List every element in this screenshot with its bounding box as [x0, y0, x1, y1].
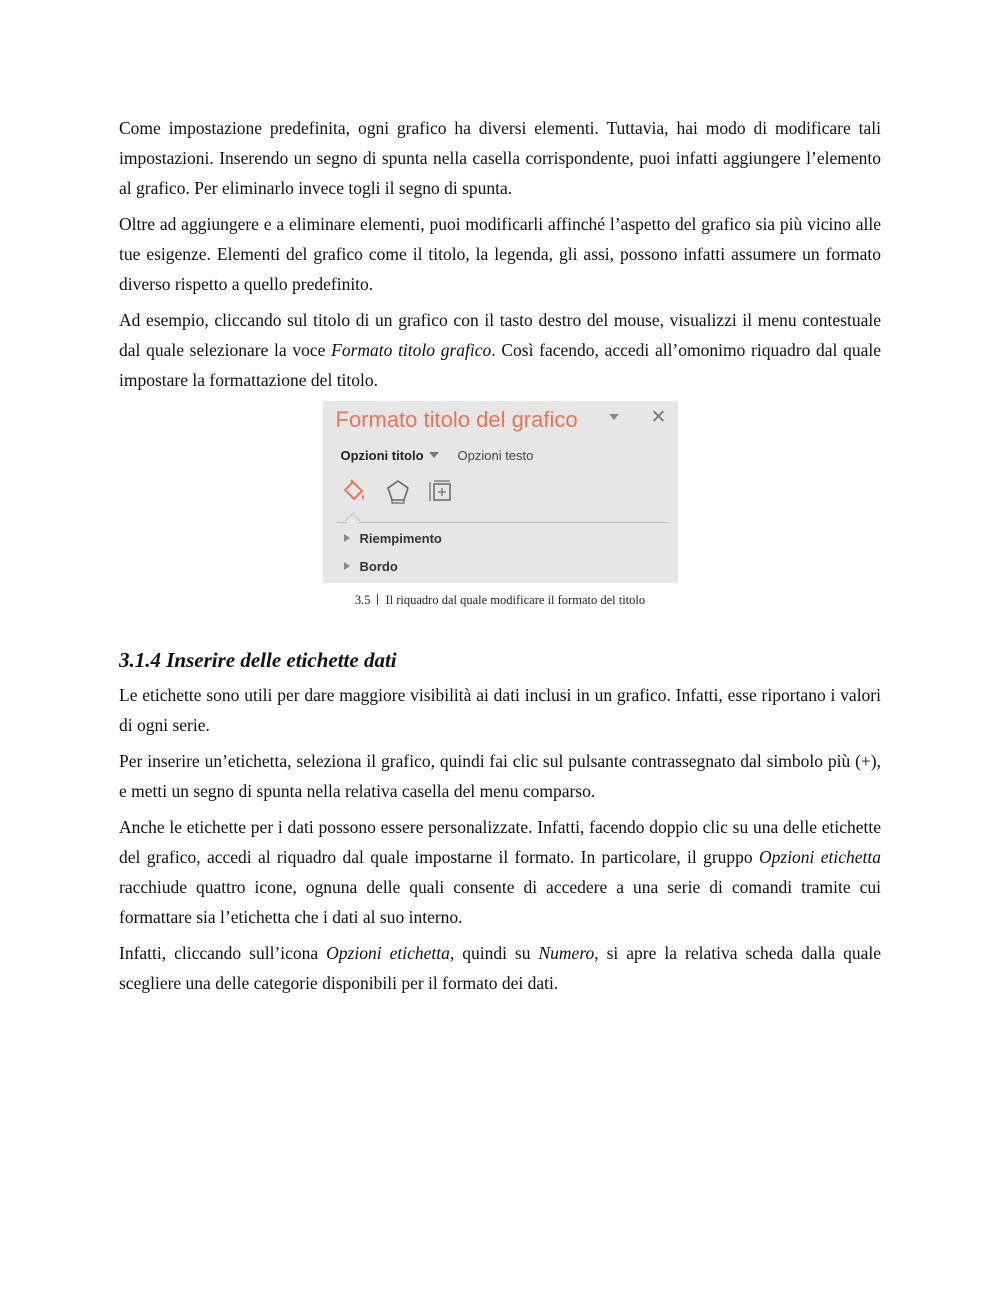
expand-triangle-icon — [344, 534, 350, 542]
figure — [323, 401, 678, 608]
figure-caption — [323, 593, 678, 608]
tab-opzioni-titolo[interactable]: Opzioni titolo — [340, 448, 424, 463]
paragraph — [119, 812, 881, 932]
paragraph-text: Infatti, cliccando sull’icona — [119, 943, 327, 963]
format-title-pane-screenshot — [323, 401, 678, 583]
paragraph-text: Ad esempio, cliccando sul titolo di un grafico con il tasto destro del mouse, visualizzi il menu contestuale dal quale selezionare la voce — [119, 310, 881, 360]
paragraph: Le etichette sono utili per dare maggiore visibilità ai dati inclusi in un grafico. Infatti, esse riportano i valori di ogni serie. — [119, 685, 881, 735]
paragraph: Per inserire un’etichetta, seleziona il grafico, quindi fai clic sul pulsante contrassegnato dal simbolo più (+), e metti un segno di spunta nella relativa casella del menu comparso. — [119, 751, 881, 801]
italic-term: Opzioni etichetta — [326, 943, 450, 963]
fill-line-icon[interactable] — [341, 478, 367, 504]
paragraph: Oltre ad aggiungere e a eliminare elementi, puoi modificarli affinché l’aspetto del grafico sia più vicino alle tue esigenze. Elementi del grafico come il titolo, la legenda, gli assi, possono infatti assumere un formato diverso rispetto a quello predefinito. — [119, 214, 881, 294]
caption-text: Il riquadro dal quale modificare il formato del titolo — [385, 593, 646, 607]
italic-term: Numero — [538, 943, 595, 963]
section-heading: 3.1.4 Inserire delle etichette dati — [119, 648, 397, 672]
paragraph-text: racchiude quattro icone, ognuna delle quali consente di accedere a una serie di comandi tramite cui formattare sia l’etichetta che i dati al suo interno. — [119, 877, 881, 927]
tab-indicator — [344, 513, 360, 529]
caption-number: 3.5 — [354, 593, 371, 607]
pane-title: Formato titolo del grafico — [335, 407, 578, 432]
paragraph-text: . Così facendo, accedi all’omonimo riquadro dal quale impostare la formattazione del titolo. — [119, 340, 882, 390]
pane-options-dropdown-icon[interactable] — [609, 414, 619, 420]
document-page — [119, 113, 881, 1004]
expand-triangle-icon — [344, 562, 350, 570]
section-bordo[interactable] — [344, 559, 398, 574]
section-label: Bordo — [359, 559, 398, 574]
paragraph — [119, 305, 881, 395]
caption-separator — [377, 594, 378, 605]
tab-opzioni-testo[interactable]: Opzioni testo — [457, 448, 534, 463]
close-icon[interactable]: ✕ — [650, 407, 667, 428]
paragraph-text: , quindi su — [449, 943, 539, 963]
paragraph: Come impostazione predefinita, ogni grafico ha diversi elementi. Tuttavia, hai modo di modificare tali impostazioni. Inserendo un segno di spunta nella casella corrispondente, puoi infatti aggiungere l’elemento al grafico. Per eliminarlo invece togli il segno di spunta. — [119, 118, 881, 198]
italic-term: Formato titolo grafico — [331, 340, 492, 360]
section-label: Riempimento — [359, 531, 442, 546]
section-riempimento[interactable] — [344, 531, 442, 546]
divider — [337, 522, 669, 523]
size-properties-icon[interactable] — [427, 478, 453, 504]
paragraph-text: Anche le etichette per i dati possono essere personalizzate. Infatti, facendo doppio clic su una delle etichette del grafico, accedi al riquadro dal quale impostarne il formato. In particolare, il gruppo — [119, 817, 881, 867]
paragraph-text: , si apre la relativa scheda dalla quale scegliere una delle categorie disponibili per il formato dei dati. — [119, 943, 881, 993]
effects-pentagon-icon[interactable] — [385, 478, 411, 504]
italic-term: Opzioni etichetta — [759, 847, 881, 867]
chevron-down-icon[interactable] — [429, 452, 439, 458]
paragraph — [119, 938, 881, 998]
